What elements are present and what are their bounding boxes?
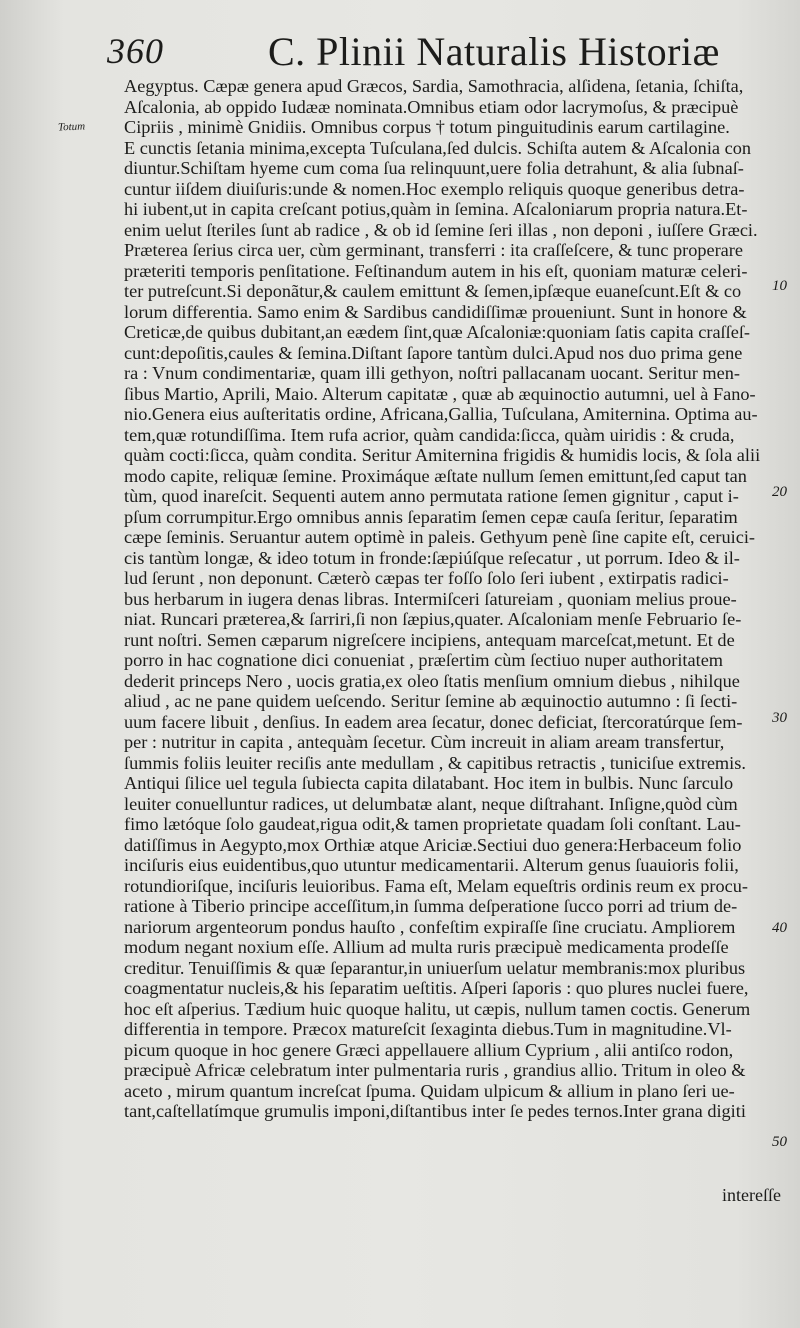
text-line: leuiter conuelluntur radices, ut delumbatæ alant, neque diſtrahant. Inſigne,quòd cùm — [124, 793, 738, 814]
text-line: nariorum argenteorum pondus hauſto , confeſtim expiraſſe ſine cruciatu. Ampliorem — [124, 916, 736, 937]
catchword: intereſſe — [722, 1185, 781, 1205]
text-line: per : nutritur in capita , antequàm ſecetur. Cùm increuit in aliam aream transfertur, — [124, 732, 725, 752]
text-line: coagmentatur nucleis,& his ſeparatim ueſtitis. Aſperi ſaporis : quo plures nuclei fuere, — [124, 978, 749, 998]
running-title: C. Plinii Naturalis Historiæ — [268, 29, 720, 74]
text-line: ter putreſcunt.Si deponãtur,& caulem emittunt & ſemen,ipſæque euaneſcunt.Eſt & co — [124, 281, 742, 301]
text-line: ratione à Tiberio principe acceſſitum,in ſumma deſperatione ſucco porri ad trium de- — [124, 896, 738, 916]
text-line: cis tantùm longæ, & ideo totum in fronde:ſæpiúſque reſecatur , ut porrum. Ideo & il- — [124, 547, 740, 568]
text-line: E cunctis ſetania minima,excepta Tuſculana,ſed dulcis. Schiſta autem & Aſcalonia con — [124, 137, 751, 158]
text-line: hoc eſt aſperius. Tædium huic quoque halitu, ut cæpis, nullum tamen coctis. Generum — [124, 998, 751, 1019]
line-number: 20 — [772, 484, 787, 500]
text-line: porro in hac cognatione dici conueniat , præſertim cùm ſectiuo nuper authoritatem — [124, 650, 724, 670]
text-line: aceto , mirum quantum increſcat ſpuma. Quidam ulpicum & allium in plano ſeri ue- — [124, 1080, 735, 1101]
text-line: rotundioriſque, inciſuris leuioribus. Fama eſt, Melam equeſtris ordinis reum ex procu- — [124, 875, 748, 896]
text-line: modo capite, reliquæ ſemine. Proximáque æſtate nullum ſemen emittunt,ſed caput tan — [124, 465, 747, 486]
text-line: lorum differentia. Samo enim & Sardibus candidiſſimæ proueniunt. Sunt in honore & — [124, 301, 747, 322]
text-line: Antiqui ſilice uel tegula ſubiecta capita dilatabant. Hoc item in bulbis. Nunc ſarculo — [124, 773, 734, 793]
text-line: creditur. Tenuiſſimis & quæ ſeparantur,in uniuerſum uelatur membranis:mox pluribus — [124, 957, 746, 978]
text-line: aliud , ac ne pane quidem ueſcendo. Seritur ſemine ab æquinoctio autumno : ſi ſecti- — [124, 691, 738, 711]
text-line: hi iubent,ut in capita creſcant potius,quàm in ſemina. Aſcaloniarum propria natura.Et- — [124, 199, 748, 219]
text-line: nio.Genera eius auſteritatis ordine, Africana,Gallia, Tuſculana, Amiternina. Optima au- — [124, 404, 758, 424]
line-number: 40 — [772, 920, 787, 936]
text-line: Aegyptus. Cæpæ genera apud Græcos, Sardia, Samothracia, alſidena, ſetania, ſchiſta, — [124, 76, 744, 96]
page-number: 360 — [107, 31, 164, 71]
text-line: ra : Vnum condimentariæ, quam illi gethyon, noſtri pallacanam uocant. Seritur men- — [124, 363, 740, 383]
text-line: modum negant noxium eſſe. Allium ad multa ruris præcipuè medicamenta prodeſſe — [124, 937, 729, 957]
text-line: Aſcalonia, ab oppido Iudææ nominata.Omnibus etiam odor lacrymoſus, & præcipuè — [124, 96, 739, 117]
page-header — [0, 30, 800, 82]
text-line: differentia in tempore. Præcox matureſcit ſexaginta diebus.Tum in magnitudine.Vl- — [124, 1019, 732, 1039]
text-line: tem,quæ rotundiſſima. Item rufa acrior, quàm candida:ſicca, quàm uiridis : & cruda, — [124, 424, 735, 445]
text-line: dederit princeps Nero , uocis gratia,ex oleo ſtatis menſium omnium diebus , nihilque — [124, 670, 740, 691]
text-line: tùm, quod inareſcit. Sequenti autem anno permutata ratione ſemen gignitur , caput i- — [124, 486, 739, 506]
text-line: niat. Runcari præterea,& ſarriri,ſi non ſæpius,quater. Aſcaloniam menſe Februario ſe- — [124, 609, 742, 629]
text-line: Creticæ,de quibus dubitant,an eædem ſint,quæ Aſcaloniæ:quoniam ſatis capita craſſeſ- — [124, 322, 750, 342]
text-line: datiſſimus in Aegypto,mox Orthiæ atque Ariciæ.Sectiui duo genera:Herbaceum folio — [124, 834, 742, 855]
text-line: Cipriis , minimè Gnidiis. Omnibus corpus † totum pinguitudinis earum cartilagine. — [124, 117, 730, 137]
line-number: 10 — [772, 278, 787, 294]
text-line: inciſuris eius euidentibus,quo utuntur medicamentarii. Alterum genus ſuauioris folii, — [124, 855, 739, 875]
line-number: 30 — [772, 710, 787, 726]
text-line: pſum corrumpitur.Ergo omnibus annis ſeparatim ſemen cepæ cauſa ſeritur, ſeparatim — [124, 506, 738, 527]
text-line: enim uelut ſteriles ſunt ab radice , & ob id ſemine ſeri illas , non deponi , iuſſere Græci. — [124, 219, 758, 240]
text-line: uum facere libuit , denſius. In eadem area ſecatur, donec deficiat, ſtercoratúrque ſem- — [124, 711, 743, 732]
text-line: cæpe ſeminis. Seruantur autem optimè in paleis. Gethyum penè ſine capite eſt, ceruici- — [124, 527, 756, 547]
text-line: Præterea ſerius circa uer, cùm germinant, transferri : ita craſſeſcere, & tunc properare — [124, 240, 744, 260]
text-line: ſummis foliis leuiter reciſis ante medullam , & capitibus retractis , tuniciſue extremis. — [124, 752, 746, 773]
text-line: quàm cocti:ſicca, quàm condita. Seritur Amiternina frigidis & humidis locis, & ſola alii — [124, 445, 761, 465]
text-line: lud ſerunt , non deponunt. Cæterò cæpas ter foſſo ſolo ſeri iubent , extirpatis radici- — [124, 568, 729, 588]
text-line: diuntur.Schiſtam hyeme cum coma ſua relinquunt,uere folia detrahunt, & alia ſubnaſ- — [124, 158, 744, 178]
text-line: præteriti temporis penſitatione. Feſtinandum autem in his eſt, quoniam maturæ celeri- — [124, 260, 748, 281]
text-line: cunt:depoſitis,caules & ſemina.Diſtant ſapore tantùm dulci.Apud nos duo prima gene — [124, 342, 743, 363]
text-line: præcipuè Africæ celebratum inter pulmentaria ruris , grandius allio. Tritum in oleo & — [124, 1060, 746, 1080]
text-line: runt noſtri. Semen cæparum nigreſcere incipiens, antequam marceſcat,metunt. Et de — [124, 629, 735, 650]
line-number: 50 — [772, 1134, 787, 1150]
body-text — [124, 76, 766, 1122]
text-line: picum quoque in hoc genere Græci appellauere allium Cyprium , alii antiſco rodon, — [124, 1039, 734, 1060]
text-line: ſibus Martio, Aprili, Maio. Alterum capitatæ , quæ ab æquinoctio autumni, uel à Fano- — [124, 383, 756, 404]
text-line: bus herbarum in iugera denas libras. Intermiſceri ſatureiam , quoniam melius proue- — [124, 588, 737, 609]
text-line: tant,caſtellatímque grumulis imponi,diſtantibus inter ſe pedes ternos.Inter grana digiti — [124, 1101, 746, 1121]
text-line: fimo lætóque ſolo gaudeat,rigua odit,& tamen proprietate quadam ſoli conſtant. Lau- — [124, 814, 741, 834]
margin-note: Totum — [57, 120, 86, 134]
text-line: cuntur iiſdem diuiſuris:unde & nomen.Hoc exemplo reliquis quoque generibus detra- — [124, 178, 745, 199]
